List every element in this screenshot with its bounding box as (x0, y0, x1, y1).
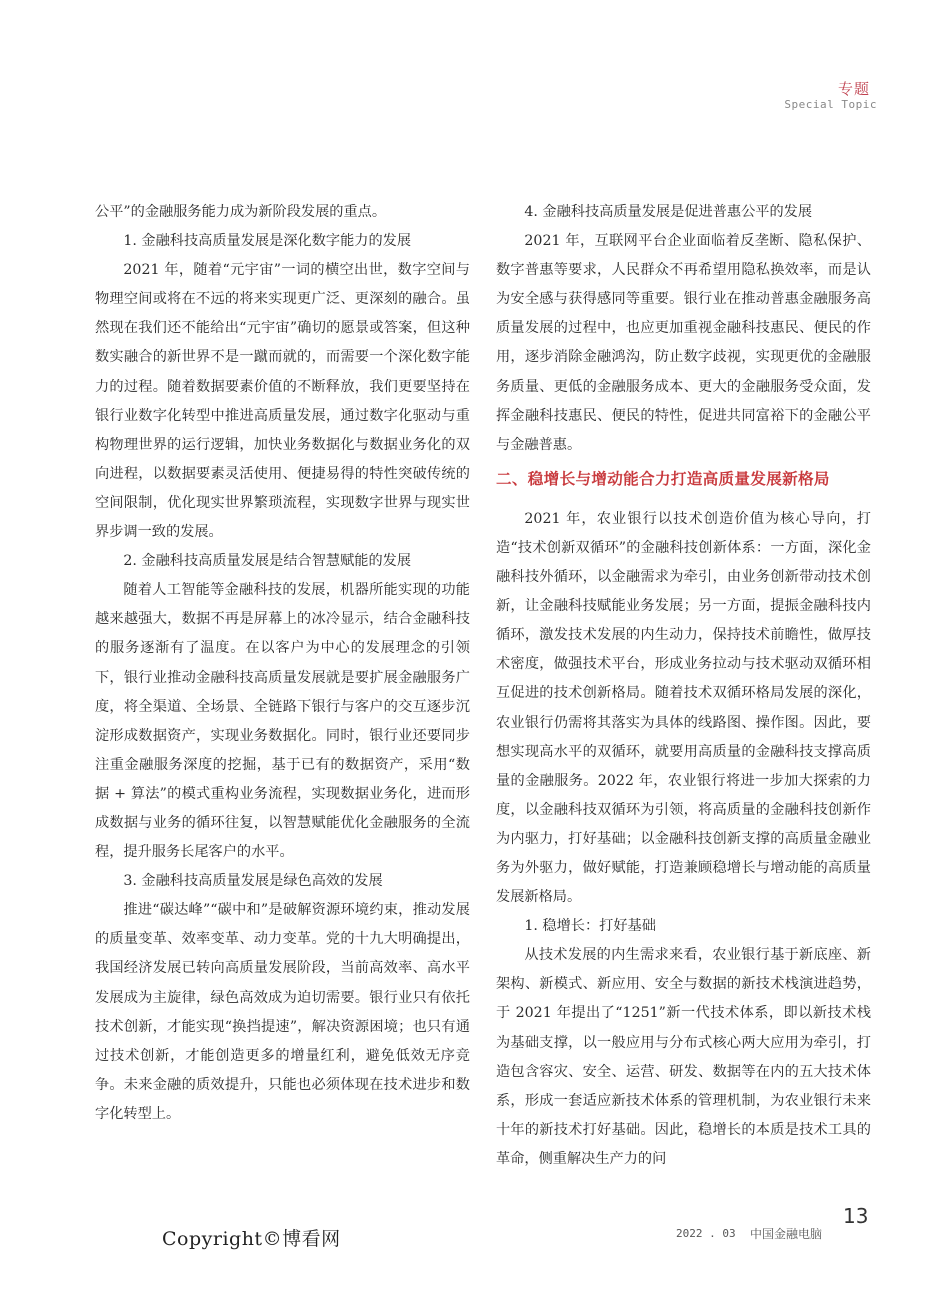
section-title: 二、稳增长与增动能合力打造高质量发展新格局 (496, 468, 830, 488)
paragraph: 2021 年，随着“元宇宙”一词的横空出世，数字空间与物理空间或将在不远的将来实现更广泛、更深刻的融合。虽然现在我们还不能给出“元宇宙”确切的愿景或答案，但这种数实融合的新世界不是一蹴而就的，而需要一个深化数字能力的过程。随着数据要素价值的不断释放，我们更要坚持在银行业数字化转型中推进高质量发展，通过数字化驱动与重构物理世界的运行逻辑，加快业务数据化与数据业务化的双向进程，以数据要素灵活使用、便捷易得的特性突破传统的空间限制，优化现实世界繁琐流程，实现数字世界与现实世界步调一致的发展。 (95, 262, 470, 541)
paragraph: 2021 年，互联网平台企业面临着反垄断、隐私保护、数字普惠等要求，人民群众不再希望用隐私换效率，而是认为安全感与获得感同等重要。银行业在推动普惠金融服务高质量发展的过程中，也应更加重视金融科技惠民、便民的作用，逐步消除金融鸿沟，防止数字歧视，实现更优的金融服务质量、更低的金融服务成本、更大的金融服务受众面，发挥金融科技惠民、便民的特性，促进共同富裕下的金融公平与金融普惠。 (496, 233, 871, 453)
left-column (95, 198, 470, 1129)
paragraph: 从技术发展的内生需求来看，农业银行基于新底座、新架构、新模式、新应用、安全与数据的新技术栈演进趋势，于 2021 年提出了“1251”新一代技术体系，即以新技术栈为基础支撑，以一般应用与分布式核心两大应用为牵引，打造包含容灾、安全、运营、研发、数据等在内的五大技术体系，形成一套适应新技术体系的管理机制，为农业银行未来十年的新技术打好基础。因此，稳增长的本质是技术工具的革命，侧重解决生产力的问 (496, 947, 871, 1167)
journal-name: 中国金融电脑 (750, 1227, 823, 1241)
header-section-cn: 专题 (837, 80, 870, 98)
copyright-notice: Copyright©博看网 (162, 1228, 341, 1250)
paragraph: 公平”的金融服务能力成为新阶段发展的重点。 (95, 204, 387, 220)
subheading: 3. 金融科技高质量发展是绿色高效的发展 (123, 873, 383, 890)
subheading: 1. 稳增长：打好基础 (524, 918, 656, 935)
issue-date: 2022 . 03 (676, 1227, 736, 1240)
subheading: 4. 金融科技高质量发展是促进普惠公平的发展 (524, 204, 813, 220)
right-column (496, 198, 871, 1174)
subheading: 2. 金融科技高质量发展是结合智慧赋能的发展 (123, 553, 412, 570)
paragraph: 推进“碳达峰”“碳中和”是破解资源环境约束，推动发展的质量变革、效率变革、动力变革。党的十九大明确提出，我国经济发展已转向高质量发展阶段，当前高效率、高水平发展成为主旋律，绿色高效成为迫切需要。银行业只有依托技术创新，才能实现“换挡提速”，解决资源困境；也只有通过技术创新，才能创造更多的增量红利，避免低效无序竞争。未来金融的质效提升，只能也必须体现在技术进步和数字化转型上。 (95, 902, 470, 1122)
paragraph: 随着人工智能等金融科技的发展，机器所能实现的功能越来越强大，数据不再是屏幕上的冰冷显示，结合金融科技的服务逐渐有了温度。在以客户为中心的发展理念的引领下，银行业推动金融科技高质量发展就是要扩展金融服务广度，将全渠道、全场景、全链路下银行与客户的交互逐步沉淀形成数据资产，实现业务数据化。同时，银行业还要同步注重金融服务深度的挖掘，基于已有的数据资产，采用“数据 + 算法”的模式重构业务流程，实现数据业务化，进而形成数据与业务的循环往复，以智慧赋能优化金融服务的全流程，提升服务长尾客户的水平。 (95, 582, 470, 861)
paragraph: 2021 年，农业银行以技术创造价值为核心导向，打造“技术创新双循环”的金融科技创新体系：一方面，深化金融科技外循环，以金融需求为牵引，由业务创新带动技术创新，让金融科技赋能业务发展；另一方面，提振金融科技内循环，激发技术发展的内生动力，保持技术前瞻性，做厚技术密度，做强技术平台，形成业务拉动与技术驱动双循环相互促进的技术创新格局。随着技术双循环格局发展的深化，农业银行仍需将其落实为具体的线路图、操作图。因此，要想实现高水平的双循环，就要用高质量的金融科技支撑高质量的金融服务。2022 年，农业银行将进一步加大探索的力度，以金融科技双循环为引领，将高质量的金融科技创新作为内驱力，打好基础；以金融科技创新支撑的高质量金融业务为外驱力，做好赋能，打造兼顾稳增长与增动能的高质量发展新格局。 (496, 510, 871, 906)
header-section-en: Special Topic (784, 98, 877, 111)
page-number: 13 (843, 1204, 869, 1228)
subheading: 1. 金融科技高质量发展是深化数字能力的发展 (123, 233, 412, 250)
